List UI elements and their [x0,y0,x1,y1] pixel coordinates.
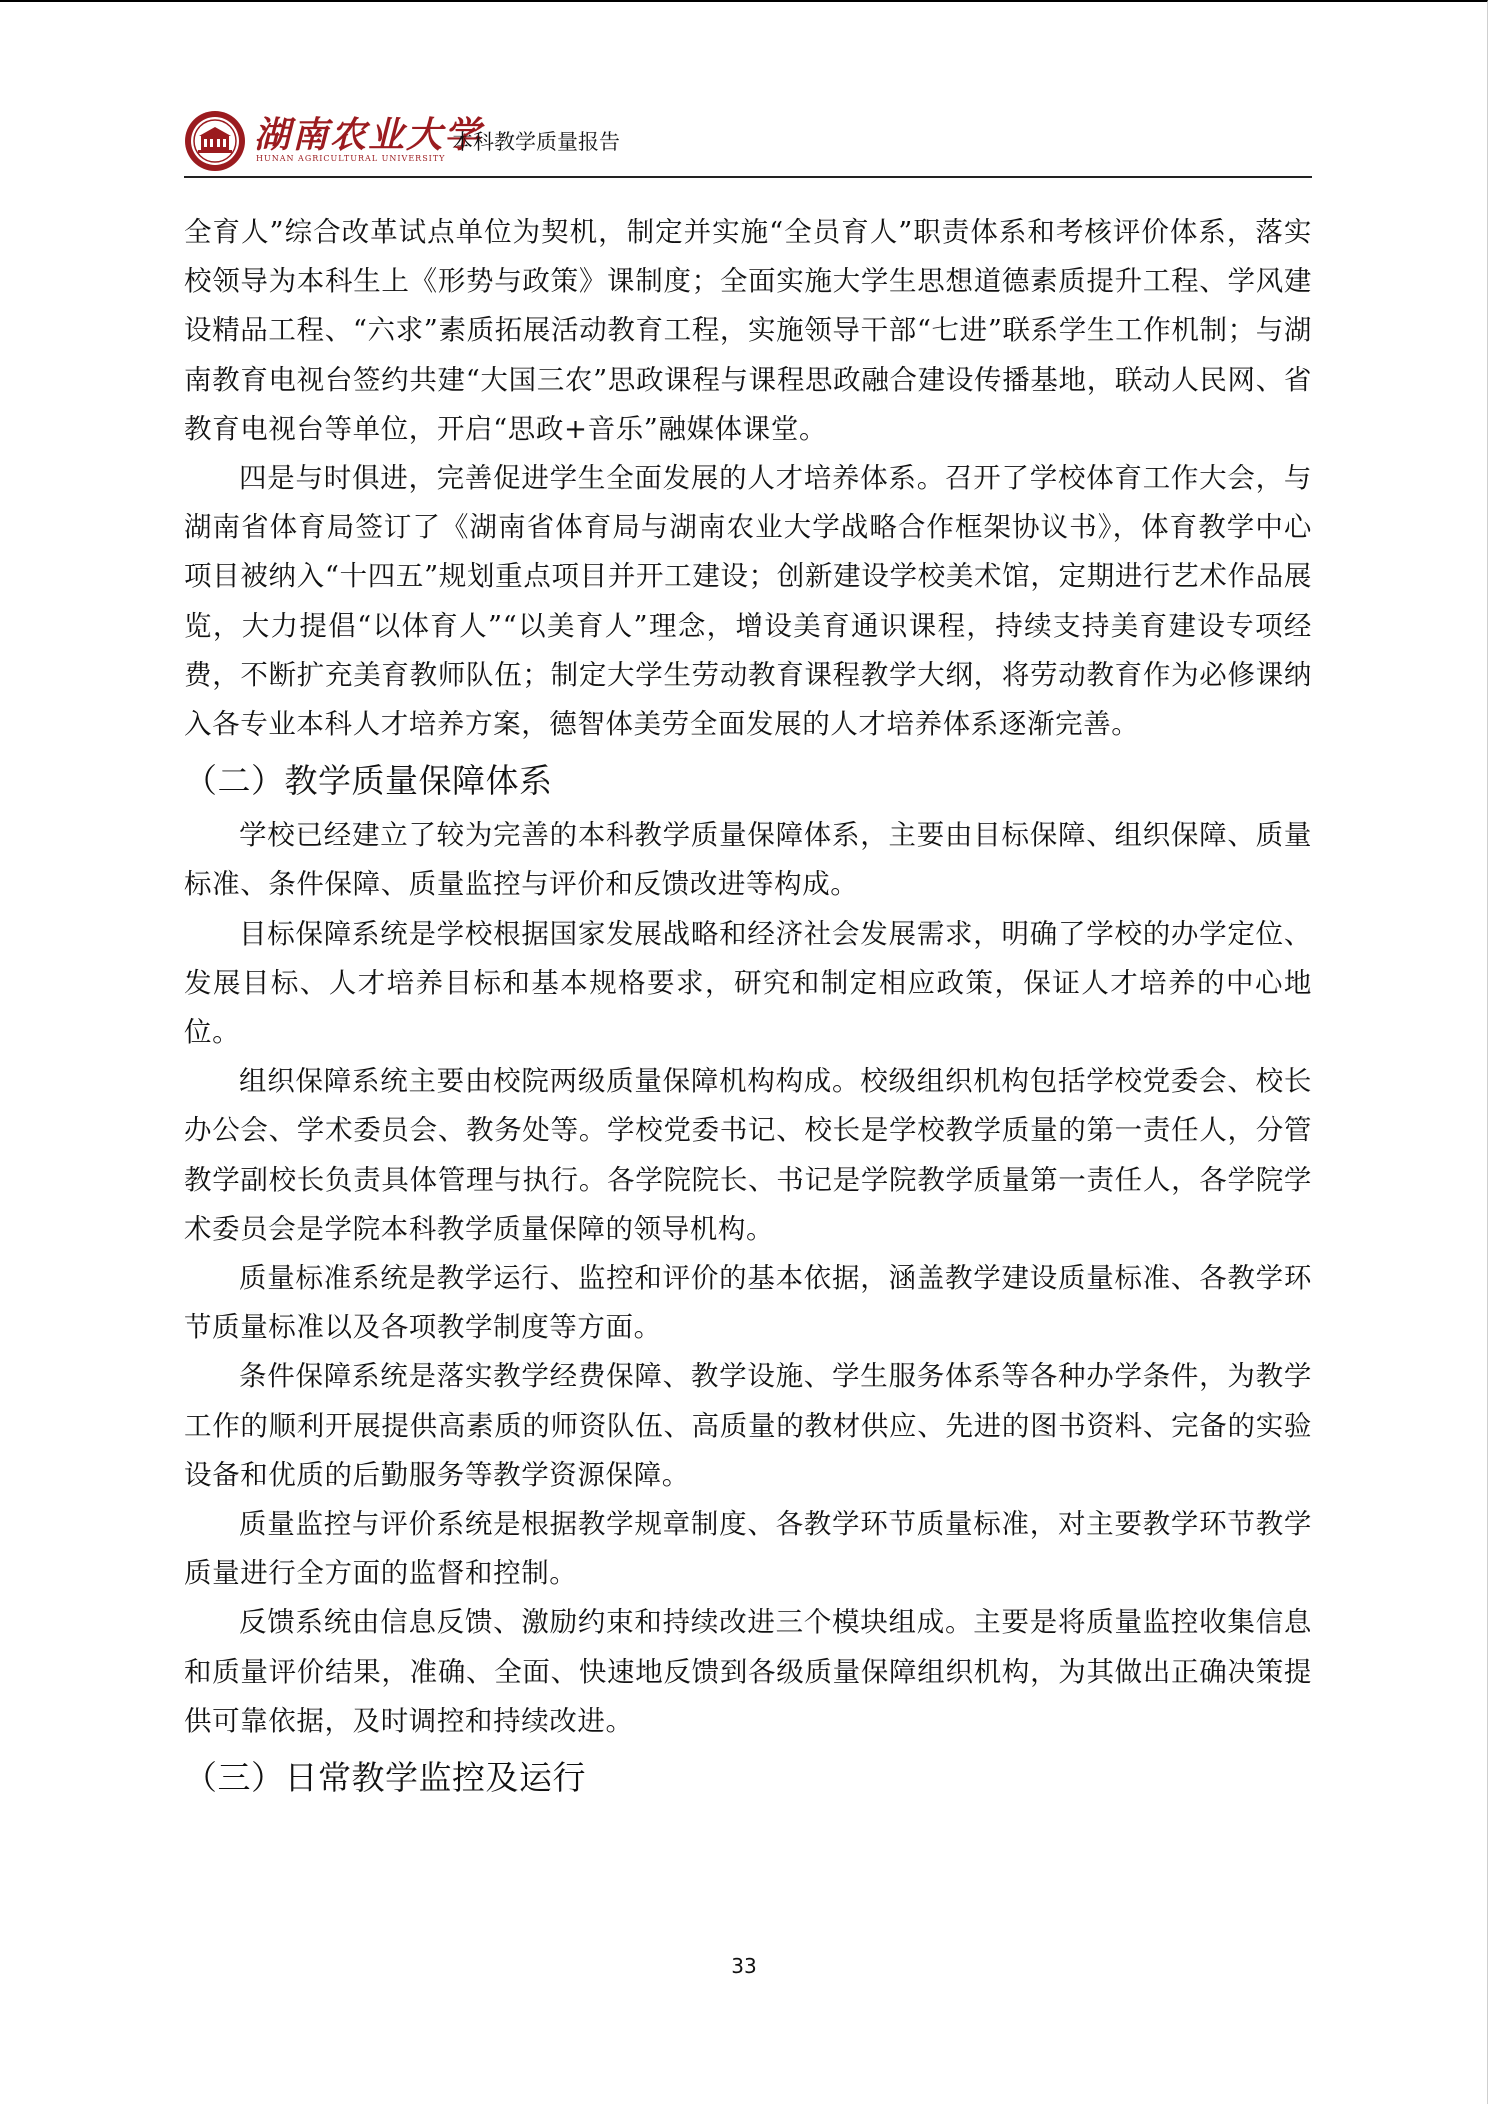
paragraph-continued: 全育人”综合改革试点单位为契机，制定并实施“全员育人”职责体系和考核评价体系，落实校领导为本科生上《形势与政策》课制度；全面实施大学生思想道德素质提升工程、学风建设精品工程、“六求”素质拓展活动教育工程，实施领导干部“七进”联系学生工作机制；与湖南教育电视台签约共建“大国三农”思政课程与课程思政融合建设传播基地，联动人民网、省教育电视台等单位，开启“思政+音乐”融媒体课堂。 [184,216,1312,445]
paragraph-feedback-system: 反馈系统由信息反馈、激励约束和持续改进三个模块组成。主要是将质量监控收集信息和质量评价结果，准确、全面、快速地反馈到各级质量保障组织机构，为其做出正确决策提供可靠依据，及时调控和持续改进。 [184,1606,1312,1737]
paragraph-goal-assurance: 目标保障系统是学校根据国家发展战略和经济社会发展需求，明确了学校的办学定位、发展目标、人才培养目标和基本规格要求，研究和制定相应政策，保证人才培养的中心地位。 [184,917,1312,1049]
paragraph-condition-assurance: 条件保障系统是落实教学经费保障、教学设施、学生服务体系等各种办学条件，为教学工作的顺利开展提供高素质的师资队伍、高质量的教材供应、先进的图书资料、完备的实验设备和优质的后勤服务等教学资源保障。 [184,1360,1312,1491]
paragraph-monitoring-evaluation: 质量监控与评价系统是根据教学规章制度、各教学环节质量标准，对主要教学环节教学质量进行全方面的监督和控制。 [184,1508,1312,1590]
paragraph-talent-system: 四是与时俱进，完善促进学生全面发展的人才培养体系。召开了学校体育工作大会，与湖南省体育局签订了《湖南省体育局与湖南农业大学战略合作框架协议书》，体育教学中心项目被纳入“十四五”规划重点项目并开工建设；创新建设学校美术馆，定期进行艺术作品展览，大力提倡“以体育人”“以美育人”理念，增设美育通识课程，持续支持美育建设专项经费，不断扩充美育教师队伍；制定大学生劳动教育课程教学大纲，将劳动教育作为必修课纳入各专业本科人才培养方案，德智体美劳全面发展的人才培养体系逐渐完善。 [184,462,1312,741]
page-number: 33 [731,1954,757,1978]
page-body [184,208,1312,1808]
section-heading-quality-assurance: （二）教学质量保障体系 [184,761,553,801]
university-name-cn: 湖南农业大学 [254,114,483,156]
header-divider [184,176,1312,178]
report-title: 本科教学质量报告 [452,130,620,154]
section-heading-daily-monitoring: （三）日常教学监控及运行 [184,1758,586,1798]
university-name-en: HUNAN AGRICULTURAL UNIVERSITY [256,154,446,163]
page-header [184,110,1312,178]
paragraph-assurance-overview: 学校已经建立了较为完善的本科教学质量保障体系，主要由目标保障、组织保障、质量标准、条件保障、质量监控与评价和反馈改进等构成。 [184,819,1312,901]
paragraph-quality-standard: 质量标准系统是教学运行、监控和评价的基本依据，涵盖教学建设质量标准、各教学环节质量标准以及各项教学制度等方面。 [184,1262,1312,1344]
university-wordmark [254,114,483,168]
university-emblem-icon [184,110,246,172]
paragraph-organization-assurance: 组织保障系统主要由校院两级质量保障机构构成。校级组织机构包括学校党委会、校长办公会、学术委员会、教务处等。学校党委书记、校长是学校教学质量的第一责任人，分管教学副校长负责具体管理与执行。各学院院长、书记是学院教学质量第一责任人，各学院学术委员会是学院本科教学质量保障的领导机构。 [184,1065,1312,1245]
